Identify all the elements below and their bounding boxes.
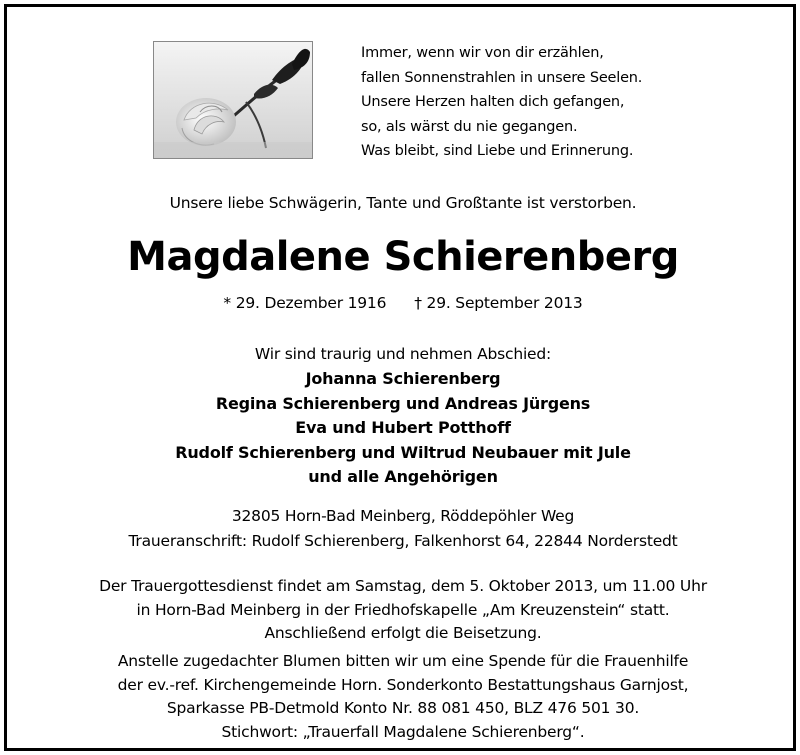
mourners-list bbox=[7, 367, 799, 490]
address-block bbox=[7, 504, 799, 554]
mourner-5: und alle Angehörigen bbox=[308, 467, 498, 487]
poem-line-1: Immer, wenn wir von dir erzählen, bbox=[361, 45, 604, 61]
birth-date: * 29. Dezember 1916 bbox=[223, 294, 387, 312]
address-line-1: 32805 Horn-Bad Meinberg, Röddepöhler Weg bbox=[231, 507, 575, 525]
service-line-2: in Horn-Bad Meinberg in der Friedhofskapelle „Am Kreuzenstein“ statt. bbox=[136, 600, 670, 619]
rose-photo bbox=[153, 41, 313, 159]
mourner-4: Rudolf Schierenberg und Wiltrud Neubauer mit Jule bbox=[175, 442, 631, 462]
life-dates bbox=[7, 294, 799, 312]
service-info bbox=[7, 575, 799, 646]
mourners-intro: Wir sind traurig und nehmen Abschied: bbox=[254, 345, 552, 363]
rose-icon bbox=[154, 42, 312, 158]
poem-line-5: Was bleibt, sind Liebe und Erinnerung. bbox=[361, 143, 634, 159]
donation-line-1: Anstelle zugedachter Blumen bitten wir um eine Spende für die Frauenhilfe bbox=[117, 652, 689, 670]
death-date: † 29. September 2013 bbox=[414, 294, 583, 312]
intro-text: Unsere liebe Schwägerin, Tante und Großtante ist verstorben. bbox=[169, 194, 637, 212]
poem bbox=[361, 41, 721, 164]
obituary-frame bbox=[4, 4, 796, 751]
donation-line-4: Stichwort: „Trauerfall Magdalene Schierenberg“. bbox=[221, 722, 585, 741]
deceased-name: Magdalene Schierenberg bbox=[127, 234, 679, 280]
poem-line-4: so, als wärst du nie gegangen. bbox=[361, 118, 578, 135]
mourner-1: Johanna Schierenberg bbox=[305, 369, 501, 388]
donation-info bbox=[7, 650, 799, 744]
donation-line-2: der ev.-ref. Kirchengemeinde Horn. Sonderkonto Bestattungshaus Garnjost, bbox=[117, 675, 689, 694]
service-line-1: Der Trauergottesdienst findet am Samstag, dem 5. Oktober 2013, um 11.00 Uhr bbox=[99, 577, 707, 595]
address-line-2: Traueranschrift: Rudolf Schierenberg, Falkenhorst 64, 22844 Norderstedt bbox=[128, 532, 678, 550]
poem-line-3: Unsere Herzen halten dich gefangen, bbox=[361, 94, 625, 110]
service-line-3: Anschließend erfolgt die Beisetzung. bbox=[264, 624, 542, 642]
mourner-2: Regina Schierenberg und Andreas Jürgens bbox=[215, 393, 591, 413]
donation-line-3: Sparkasse PB-Detmold Konto Nr. 88 081 450, BLZ 476 501 30. bbox=[166, 699, 640, 717]
mourner-3: Eva und Hubert Potthoff bbox=[295, 418, 511, 438]
poem-line-2: fallen Sonnenstrahlen in unsere Seelen. bbox=[361, 69, 643, 86]
